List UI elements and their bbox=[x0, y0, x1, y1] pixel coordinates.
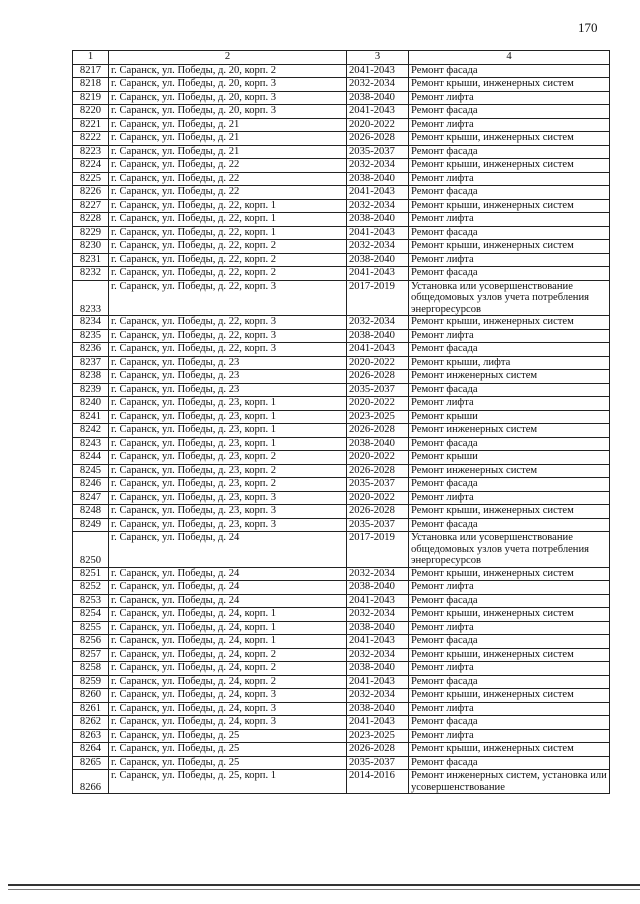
table-body bbox=[73, 64, 610, 794]
row-work-type: Ремонт фасада bbox=[409, 756, 610, 770]
row-number: 8256 bbox=[73, 635, 109, 649]
table-row bbox=[73, 64, 610, 78]
table-row bbox=[73, 532, 610, 568]
row-address: г. Саранск, ул. Победы, д. 22 bbox=[109, 186, 347, 200]
row-work-type: Установка или усовершенствование общедомовых узлов учета потребления энергоресурсов bbox=[409, 532, 610, 568]
row-period: 2038-2040 bbox=[347, 91, 409, 105]
row-address: г. Саранск, ул. Победы, д. 23, корп. 1 bbox=[109, 437, 347, 451]
row-work-type: Ремонт лифта bbox=[409, 397, 610, 411]
row-address: г. Саранск, ул. Победы, д. 20, корп. 3 bbox=[109, 105, 347, 119]
table-row bbox=[73, 370, 610, 384]
row-work-type: Ремонт фасада bbox=[409, 635, 610, 649]
table-row bbox=[73, 594, 610, 608]
row-number: 8221 bbox=[73, 118, 109, 132]
table-row bbox=[73, 756, 610, 770]
row-period: 2020-2022 bbox=[347, 451, 409, 465]
row-number: 8247 bbox=[73, 491, 109, 505]
table-row bbox=[73, 581, 610, 595]
row-period: 2038-2040 bbox=[347, 621, 409, 635]
row-work-type: Ремонт крыши, лифта bbox=[409, 356, 610, 370]
row-address: г. Саранск, ул. Победы, д. 24, корп. 1 bbox=[109, 635, 347, 649]
row-period: 2035-2037 bbox=[347, 478, 409, 492]
row-number: 8231 bbox=[73, 253, 109, 267]
row-number: 8227 bbox=[73, 199, 109, 213]
table-row bbox=[73, 383, 610, 397]
table-row bbox=[73, 118, 610, 132]
page-bottom-border bbox=[8, 884, 640, 886]
row-number: 8254 bbox=[73, 608, 109, 622]
row-work-type: Ремонт лифта bbox=[409, 729, 610, 743]
row-work-type: Ремонт фасада bbox=[409, 594, 610, 608]
table-header-row bbox=[73, 51, 610, 65]
row-period: 2038-2040 bbox=[347, 329, 409, 343]
row-work-type: Ремонт крыши, инженерных систем bbox=[409, 608, 610, 622]
table-row bbox=[73, 770, 610, 794]
row-period: 2041-2043 bbox=[347, 343, 409, 357]
page-bottom-border-secondary bbox=[8, 889, 640, 890]
row-work-type: Ремонт фасада bbox=[409, 267, 610, 281]
row-address: г. Саранск, ул. Победы, д. 22, корп. 3 bbox=[109, 316, 347, 330]
row-address: г. Саранск, ул. Победы, д. 24, корп. 2 bbox=[109, 648, 347, 662]
row-number: 8228 bbox=[73, 213, 109, 227]
row-work-type: Ремонт крыши, инженерных систем bbox=[409, 159, 610, 173]
row-period: 2017-2019 bbox=[347, 280, 409, 316]
row-period: 2041-2043 bbox=[347, 186, 409, 200]
table-row bbox=[73, 478, 610, 492]
row-period: 2020-2022 bbox=[347, 118, 409, 132]
table-row bbox=[73, 91, 610, 105]
row-address: г. Саранск, ул. Победы, д. 22, корп. 2 bbox=[109, 253, 347, 267]
row-number: 8236 bbox=[73, 343, 109, 357]
table-row bbox=[73, 635, 610, 649]
row-address: г. Саранск, ул. Победы, д. 24, корп. 3 bbox=[109, 702, 347, 716]
row-period: 2026-2028 bbox=[347, 743, 409, 757]
row-work-type: Ремонт фасада bbox=[409, 518, 610, 532]
row-period: 2026-2028 bbox=[347, 370, 409, 384]
row-number: 8234 bbox=[73, 316, 109, 330]
row-number: 8250 bbox=[73, 532, 109, 568]
row-number: 8266 bbox=[73, 770, 109, 794]
row-period: 2035-2037 bbox=[347, 383, 409, 397]
row-period: 2032-2034 bbox=[347, 78, 409, 92]
row-period: 2032-2034 bbox=[347, 316, 409, 330]
row-address: г. Саранск, ул. Победы, д. 22, корп. 3 bbox=[109, 343, 347, 357]
table-row bbox=[73, 172, 610, 186]
row-work-type: Ремонт фасада bbox=[409, 343, 610, 357]
row-work-type: Ремонт инженерных систем, установка или усовершенствование bbox=[409, 770, 610, 794]
row-address: г. Саранск, ул. Победы, д. 23, корп. 1 bbox=[109, 424, 347, 438]
table-row bbox=[73, 675, 610, 689]
row-number: 8235 bbox=[73, 329, 109, 343]
row-number: 8232 bbox=[73, 267, 109, 281]
row-period: 2035-2037 bbox=[347, 518, 409, 532]
row-address: г. Саранск, ул. Победы, д. 24, корп. 2 bbox=[109, 675, 347, 689]
row-address: г. Саранск, ул. Победы, д. 23 bbox=[109, 356, 347, 370]
row-work-type: Установка или усовершенствование общедомовых узлов учета потребления энергоресурсов bbox=[409, 280, 610, 316]
row-address: г. Саранск, ул. Победы, д. 23 bbox=[109, 383, 347, 397]
table-row bbox=[73, 437, 610, 451]
row-work-type: Ремонт крыши bbox=[409, 451, 610, 465]
row-address: г. Саранск, ул. Победы, д. 24, корп. 1 bbox=[109, 608, 347, 622]
row-address: г. Саранск, ул. Победы, д. 20, корп. 3 bbox=[109, 91, 347, 105]
row-work-type: Ремонт крыши, инженерных систем bbox=[409, 240, 610, 254]
row-number: 8241 bbox=[73, 410, 109, 424]
row-number: 8239 bbox=[73, 383, 109, 397]
row-number: 8265 bbox=[73, 756, 109, 770]
table-row bbox=[73, 716, 610, 730]
row-work-type: Ремонт инженерных систем bbox=[409, 424, 610, 438]
row-work-type: Ремонт крыши, инженерных систем bbox=[409, 316, 610, 330]
row-period: 2038-2040 bbox=[347, 172, 409, 186]
row-period: 2038-2040 bbox=[347, 581, 409, 595]
row-work-type: Ремонт фасада bbox=[409, 64, 610, 78]
row-period: 2041-2043 bbox=[347, 594, 409, 608]
table-row bbox=[73, 702, 610, 716]
table-row bbox=[73, 78, 610, 92]
row-period: 2038-2040 bbox=[347, 213, 409, 227]
table-row bbox=[73, 662, 610, 676]
header-col-1: 1 bbox=[73, 51, 109, 65]
row-address: г. Саранск, ул. Победы, д. 23, корп. 1 bbox=[109, 397, 347, 411]
row-period: 2038-2040 bbox=[347, 253, 409, 267]
row-work-type: Ремонт лифта bbox=[409, 253, 610, 267]
table-row bbox=[73, 240, 610, 254]
row-work-type: Ремонт инженерных систем bbox=[409, 464, 610, 478]
table-row bbox=[73, 316, 610, 330]
row-address: г. Саранск, ул. Победы, д. 24 bbox=[109, 594, 347, 608]
row-period: 2014-2016 bbox=[347, 770, 409, 794]
table-row bbox=[73, 132, 610, 146]
row-work-type: Ремонт крыши, инженерных систем bbox=[409, 689, 610, 703]
row-number: 8242 bbox=[73, 424, 109, 438]
row-number: 8259 bbox=[73, 675, 109, 689]
row-address: г. Саранск, ул. Победы, д. 24 bbox=[109, 581, 347, 595]
page-number: 170 bbox=[578, 20, 598, 35]
row-work-type: Ремонт фасада bbox=[409, 478, 610, 492]
row-period: 2035-2037 bbox=[347, 145, 409, 159]
row-work-type: Ремонт лифта bbox=[409, 491, 610, 505]
row-address: г. Саранск, ул. Победы, д. 22, корп. 2 bbox=[109, 267, 347, 281]
row-period: 2041-2043 bbox=[347, 675, 409, 689]
row-address: г. Саранск, ул. Победы, д. 25, корп. 1 bbox=[109, 770, 347, 794]
table-row bbox=[73, 743, 610, 757]
table-row bbox=[73, 397, 610, 411]
row-period: 2041-2043 bbox=[347, 105, 409, 119]
row-address: г. Саранск, ул. Победы, д. 22, корп. 2 bbox=[109, 240, 347, 254]
row-number: 8240 bbox=[73, 397, 109, 411]
row-number: 8246 bbox=[73, 478, 109, 492]
table-row bbox=[73, 648, 610, 662]
table-row bbox=[73, 253, 610, 267]
row-number: 8220 bbox=[73, 105, 109, 119]
row-number: 8261 bbox=[73, 702, 109, 716]
row-period: 2032-2034 bbox=[347, 240, 409, 254]
row-address: г. Саранск, ул. Победы, д. 23, корп. 2 bbox=[109, 464, 347, 478]
row-number: 8244 bbox=[73, 451, 109, 465]
table-row bbox=[73, 621, 610, 635]
row-period: 2041-2043 bbox=[347, 635, 409, 649]
row-period: 2023-2025 bbox=[347, 410, 409, 424]
row-work-type: Ремонт фасада bbox=[409, 437, 610, 451]
row-address: г. Саранск, ул. Победы, д. 22, корп. 3 bbox=[109, 329, 347, 343]
table-row bbox=[73, 343, 610, 357]
row-period: 2041-2043 bbox=[347, 64, 409, 78]
row-address: г. Саранск, ул. Победы, д. 24, корп. 1 bbox=[109, 621, 347, 635]
row-work-type: Ремонт крыши, инженерных систем bbox=[409, 505, 610, 519]
row-period: 2032-2034 bbox=[347, 608, 409, 622]
row-number: 8237 bbox=[73, 356, 109, 370]
row-address: г. Саранск, ул. Победы, д. 22, корп. 1 bbox=[109, 213, 347, 227]
row-period: 2020-2022 bbox=[347, 491, 409, 505]
row-period: 2032-2034 bbox=[347, 567, 409, 581]
row-number: 8245 bbox=[73, 464, 109, 478]
row-number: 8262 bbox=[73, 716, 109, 730]
row-address: г. Саранск, ул. Победы, д. 23, корп. 1 bbox=[109, 410, 347, 424]
row-work-type: Ремонт фасада bbox=[409, 186, 610, 200]
row-address: г. Саранск, ул. Победы, д. 22, корп. 1 bbox=[109, 226, 347, 240]
row-number: 8238 bbox=[73, 370, 109, 384]
row-number: 8225 bbox=[73, 172, 109, 186]
row-period: 2020-2022 bbox=[347, 356, 409, 370]
row-number: 8260 bbox=[73, 689, 109, 703]
row-work-type: Ремонт фасада bbox=[409, 145, 610, 159]
row-number: 8223 bbox=[73, 145, 109, 159]
row-work-type: Ремонт фасада bbox=[409, 716, 610, 730]
table-row bbox=[73, 199, 610, 213]
row-work-type: Ремонт лифта bbox=[409, 702, 610, 716]
row-work-type: Ремонт крыши, инженерных систем bbox=[409, 648, 610, 662]
row-work-type: Ремонт лифта bbox=[409, 581, 610, 595]
row-address: г. Саранск, ул. Победы, д. 21 bbox=[109, 132, 347, 146]
row-address: г. Саранск, ул. Победы, д. 24, корп. 3 bbox=[109, 689, 347, 703]
row-period: 2017-2019 bbox=[347, 532, 409, 568]
row-work-type: Ремонт лифта bbox=[409, 662, 610, 676]
row-address: г. Саранск, ул. Победы, д. 24, корп. 2 bbox=[109, 662, 347, 676]
row-address: г. Саранск, ул. Победы, д. 23, корп. 2 bbox=[109, 478, 347, 492]
row-number: 8226 bbox=[73, 186, 109, 200]
table-row bbox=[73, 451, 610, 465]
row-work-type: Ремонт крыши, инженерных систем bbox=[409, 567, 610, 581]
row-period: 2032-2034 bbox=[347, 689, 409, 703]
row-number: 8219 bbox=[73, 91, 109, 105]
row-work-type: Ремонт крыши bbox=[409, 410, 610, 424]
row-address: г. Саранск, ул. Победы, д. 20, корп. 2 bbox=[109, 64, 347, 78]
table-row bbox=[73, 226, 610, 240]
row-work-type: Ремонт лифта bbox=[409, 172, 610, 186]
table-row bbox=[73, 567, 610, 581]
row-work-type: Ремонт крыши, инженерных систем bbox=[409, 199, 610, 213]
row-address: г. Саранск, ул. Победы, д. 22, корп. 3 bbox=[109, 280, 347, 316]
row-address: г. Саранск, ул. Победы, д. 24 bbox=[109, 567, 347, 581]
row-number: 8224 bbox=[73, 159, 109, 173]
row-period: 2026-2028 bbox=[347, 464, 409, 478]
row-address: г. Саранск, ул. Победы, д. 23, корп. 3 bbox=[109, 518, 347, 532]
row-work-type: Ремонт крыши, инженерных систем bbox=[409, 78, 610, 92]
table-row bbox=[73, 356, 610, 370]
row-period: 2026-2028 bbox=[347, 424, 409, 438]
row-period: 2035-2037 bbox=[347, 756, 409, 770]
row-address: г. Саранск, ул. Победы, д. 25 bbox=[109, 743, 347, 757]
table-row bbox=[73, 608, 610, 622]
row-address: г. Саранск, ул. Победы, д. 21 bbox=[109, 145, 347, 159]
row-number: 8257 bbox=[73, 648, 109, 662]
row-work-type: Ремонт лифта bbox=[409, 329, 610, 343]
row-address: г. Саранск, ул. Победы, д. 25 bbox=[109, 756, 347, 770]
row-number: 8248 bbox=[73, 505, 109, 519]
row-address: г. Саранск, ул. Победы, д. 23 bbox=[109, 370, 347, 384]
table-row bbox=[73, 159, 610, 173]
row-address: г. Саранск, ул. Победы, д. 25 bbox=[109, 729, 347, 743]
table-row bbox=[73, 410, 610, 424]
row-work-type: Ремонт лифта bbox=[409, 621, 610, 635]
row-address: г. Саранск, ул. Победы, д. 21 bbox=[109, 118, 347, 132]
row-period: 2041-2043 bbox=[347, 226, 409, 240]
row-number: 8249 bbox=[73, 518, 109, 532]
row-address: г. Саранск, ул. Победы, д. 23, корп. 3 bbox=[109, 505, 347, 519]
table-row bbox=[73, 213, 610, 227]
row-work-type: Ремонт фасада bbox=[409, 383, 610, 397]
table-row bbox=[73, 105, 610, 119]
row-period: 2038-2040 bbox=[347, 437, 409, 451]
row-number: 8252 bbox=[73, 581, 109, 595]
row-work-type: Ремонт крыши, инженерных систем bbox=[409, 132, 610, 146]
row-address: г. Саранск, ул. Победы, д. 22 bbox=[109, 159, 347, 173]
table-row bbox=[73, 689, 610, 703]
table-row bbox=[73, 424, 610, 438]
row-period: 2020-2022 bbox=[347, 397, 409, 411]
row-work-type: Ремонт фасада bbox=[409, 675, 610, 689]
row-period: 2032-2034 bbox=[347, 199, 409, 213]
table-row bbox=[73, 329, 610, 343]
row-work-type: Ремонт лифта bbox=[409, 213, 610, 227]
row-number: 8229 bbox=[73, 226, 109, 240]
table-row bbox=[73, 267, 610, 281]
row-number: 8253 bbox=[73, 594, 109, 608]
row-address: г. Саранск, ул. Победы, д. 23, корп. 3 bbox=[109, 491, 347, 505]
row-period: 2038-2040 bbox=[347, 662, 409, 676]
row-period: 2026-2028 bbox=[347, 132, 409, 146]
row-period: 2026-2028 bbox=[347, 505, 409, 519]
header-col-3: 3 bbox=[347, 51, 409, 65]
row-number: 8218 bbox=[73, 78, 109, 92]
row-period: 2032-2034 bbox=[347, 159, 409, 173]
row-address: г. Саранск, ул. Победы, д. 23, корп. 2 bbox=[109, 451, 347, 465]
row-address: г. Саранск, ул. Победы, д. 20, корп. 3 bbox=[109, 78, 347, 92]
row-number: 8251 bbox=[73, 567, 109, 581]
row-number: 8217 bbox=[73, 64, 109, 78]
row-work-type: Ремонт фасада bbox=[409, 105, 610, 119]
row-work-type: Ремонт лифта bbox=[409, 91, 610, 105]
row-number: 8233 bbox=[73, 280, 109, 316]
row-number: 8230 bbox=[73, 240, 109, 254]
row-number: 8263 bbox=[73, 729, 109, 743]
row-period: 2041-2043 bbox=[347, 267, 409, 281]
row-period: 2023-2025 bbox=[347, 729, 409, 743]
row-number: 8264 bbox=[73, 743, 109, 757]
header-col-2: 2 bbox=[109, 51, 347, 65]
row-address: г. Саранск, ул. Победы, д. 24 bbox=[109, 532, 347, 568]
row-address: г. Саранск, ул. Победы, д. 22, корп. 1 bbox=[109, 199, 347, 213]
row-number: 8255 bbox=[73, 621, 109, 635]
table-row bbox=[73, 186, 610, 200]
row-work-type: Ремонт инженерных систем bbox=[409, 370, 610, 384]
table-row bbox=[73, 505, 610, 519]
row-work-type: Ремонт фасада bbox=[409, 226, 610, 240]
row-work-type: Ремонт лифта bbox=[409, 118, 610, 132]
row-period: 2038-2040 bbox=[347, 702, 409, 716]
table-row bbox=[73, 145, 610, 159]
row-work-type: Ремонт крыши, инженерных систем bbox=[409, 743, 610, 757]
repair-schedule-table bbox=[72, 50, 610, 794]
table-row bbox=[73, 518, 610, 532]
table-row bbox=[73, 491, 610, 505]
header-col-4: 4 bbox=[409, 51, 610, 65]
row-number: 8258 bbox=[73, 662, 109, 676]
row-period: 2032-2034 bbox=[347, 648, 409, 662]
row-number: 8243 bbox=[73, 437, 109, 451]
row-number: 8222 bbox=[73, 132, 109, 146]
table-row bbox=[73, 464, 610, 478]
row-address: г. Саранск, ул. Победы, д. 24, корп. 3 bbox=[109, 716, 347, 730]
row-address: г. Саранск, ул. Победы, д. 22 bbox=[109, 172, 347, 186]
table-row bbox=[73, 729, 610, 743]
table-row bbox=[73, 280, 610, 316]
row-period: 2041-2043 bbox=[347, 716, 409, 730]
